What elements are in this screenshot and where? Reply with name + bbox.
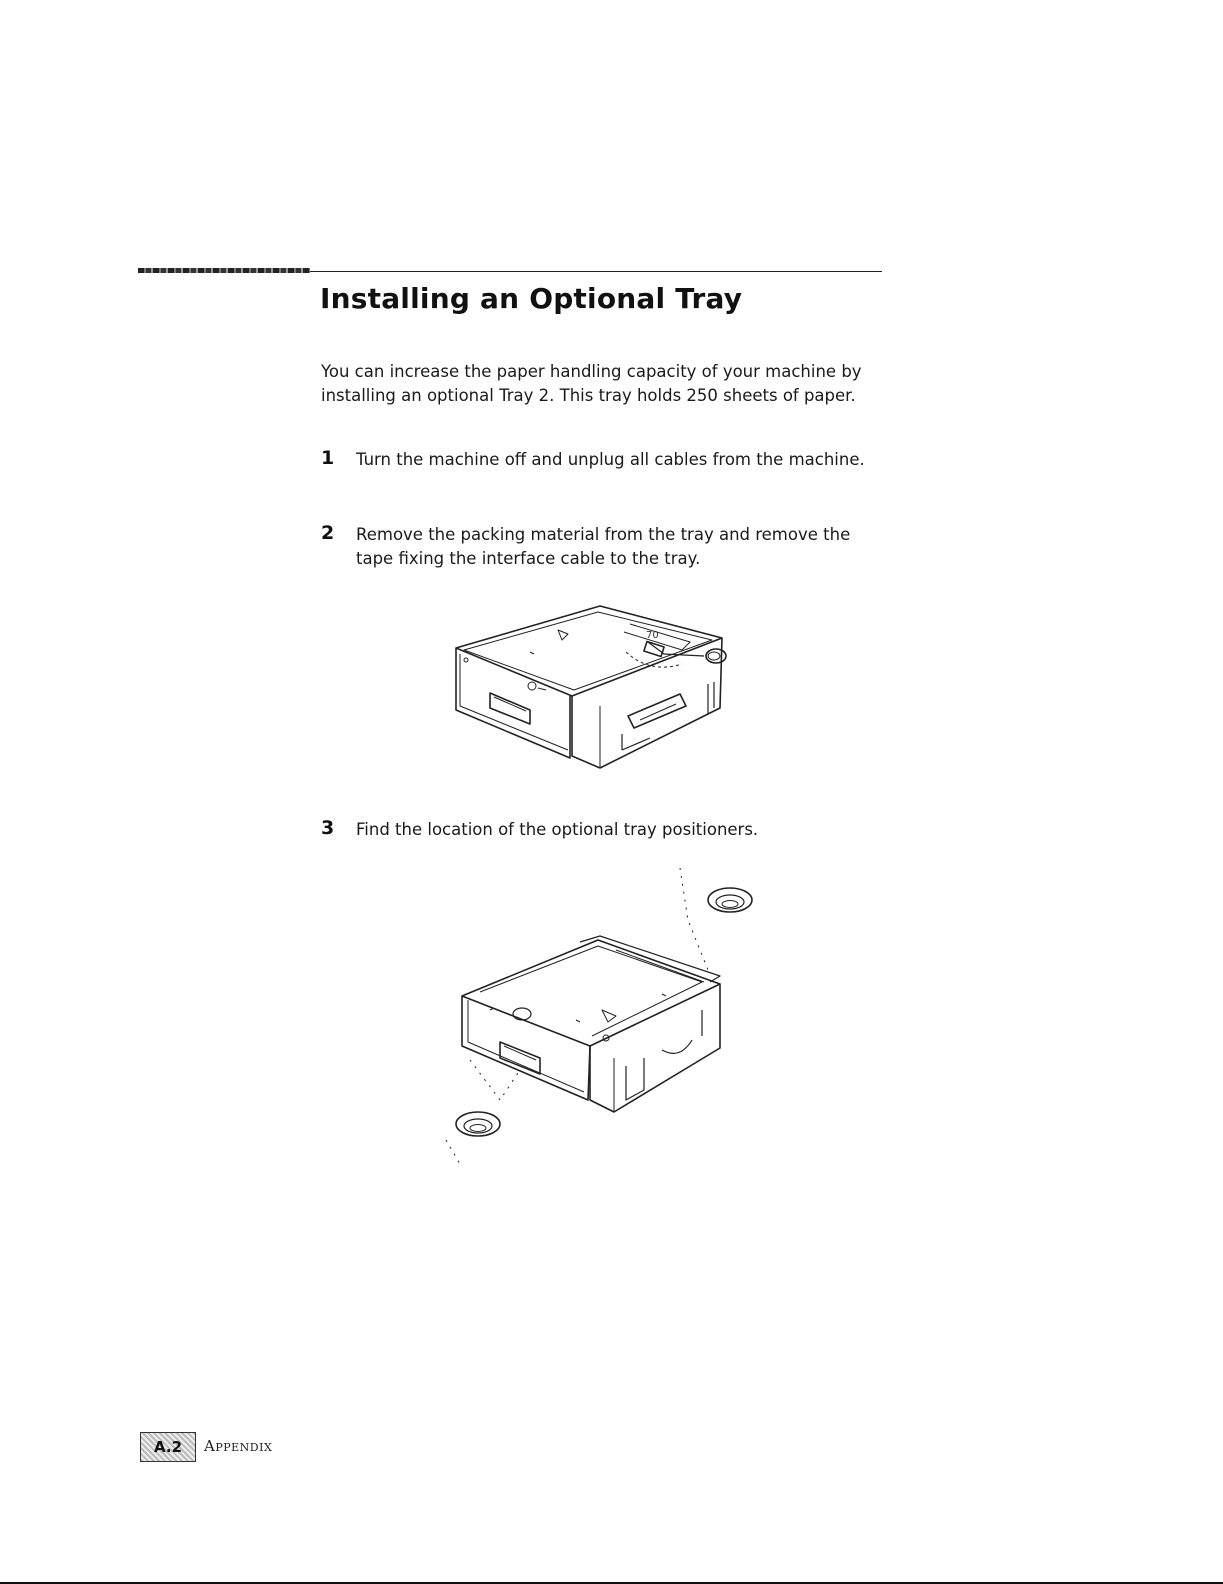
positioner-icon — [456, 1112, 500, 1136]
page-title: Installing an Optional Tray — [320, 282, 743, 315]
intro-paragraph: You can increase the paper handling capacity of your machine by installing an optional Tray 2. This tray holds 250 sheets of paper. — [321, 362, 862, 405]
positioner-icon — [708, 888, 752, 912]
step-number: 2 — [321, 522, 335, 544]
step-number: 1 — [321, 447, 335, 469]
step-text: Remove the packing material from the tray and remove the tape fixing the interface cable to the tray. — [356, 525, 851, 568]
header-rule-decorative — [138, 268, 310, 273]
svg-text:70: 70 — [646, 630, 659, 641]
step-number: 3 — [321, 817, 335, 839]
page-number-badge: A.2 — [140, 1432, 196, 1462]
tray-with-cable-illustration — [450, 598, 740, 773]
header-rule — [310, 271, 882, 272]
step-text: Turn the machine off and unplug all cables from the machine. — [356, 450, 865, 469]
footer-section-label: Appendix — [204, 1437, 273, 1455]
step-text: Find the location of the optional tray positioners. — [356, 820, 759, 839]
tray-positioners-illustration — [430, 860, 770, 1170]
